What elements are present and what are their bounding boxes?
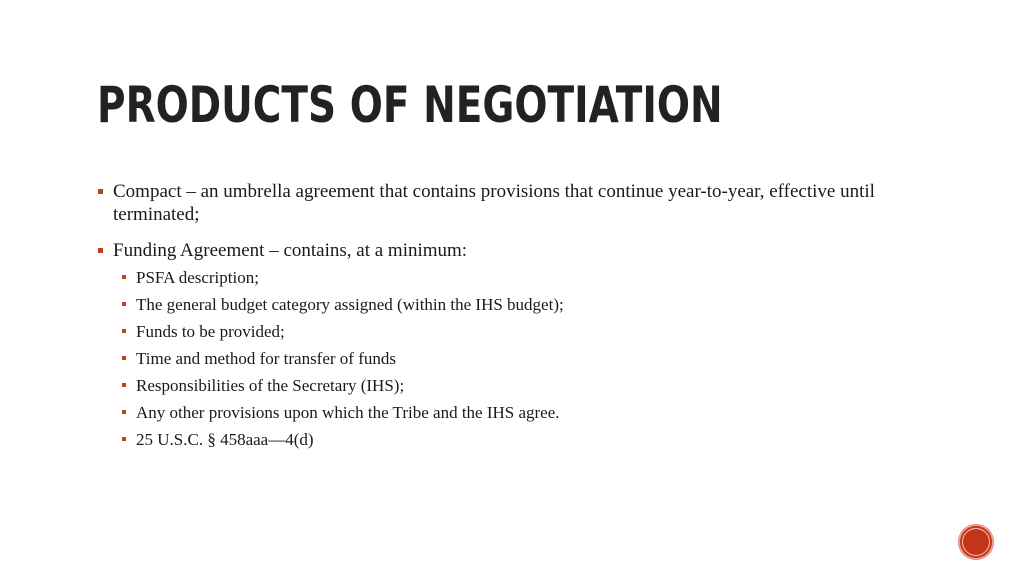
sub-bullet-item <box>113 264 917 291</box>
square-bullet-icon <box>122 275 126 279</box>
sub-bullet-item <box>113 345 917 372</box>
bullet-text: Funding Agreement – contains, at a minimum: <box>113 240 468 261</box>
square-bullet-icon <box>122 383 126 387</box>
sub-bullet-item <box>113 372 917 399</box>
square-bullet-icon <box>122 329 126 333</box>
square-bullet-icon <box>98 189 103 194</box>
bullet-list <box>97 180 917 453</box>
square-bullet-icon <box>98 248 103 253</box>
bullet-item-funding-agreement <box>97 239 917 453</box>
bullet-item-compact <box>97 180 917 226</box>
sub-bullet-text: 25 U.S.C. § 458aaa—4(d) <box>136 430 314 449</box>
square-bullet-icon <box>122 302 126 306</box>
sub-bullet-text: Responsibilities of the Secretary (IHS); <box>136 376 405 395</box>
sub-bullet-item <box>113 399 917 426</box>
sub-bullet-item <box>113 426 917 453</box>
sub-bullet-text: PSFA description; <box>136 268 259 287</box>
sub-bullet-item <box>113 318 917 345</box>
sub-bullet-list <box>113 264 917 453</box>
sub-bullet-text: Time and method for transfer of funds <box>136 349 396 368</box>
badge-ring <box>962 528 990 556</box>
square-bullet-icon <box>122 410 126 414</box>
slide-number-badge-icon[interactable] <box>958 524 994 560</box>
sub-bullet-item <box>113 291 917 318</box>
square-bullet-icon <box>122 356 126 360</box>
sub-bullet-text: Funds to be provided; <box>136 322 285 341</box>
sub-bullet-text: Any other provisions upon which the Tribe and the IHS agree. <box>136 403 560 422</box>
bullet-text: Compact – an umbrella agreement that contains provisions that continue year-to-year, effective until terminated; <box>113 181 875 225</box>
slide-content <box>97 180 917 466</box>
square-bullet-icon <box>122 437 126 441</box>
sub-bullet-text: The general budget category assigned (within the IHS budget); <box>136 295 564 314</box>
slide-title: PRODUCTS OF NEGOTIATION <box>97 76 723 134</box>
